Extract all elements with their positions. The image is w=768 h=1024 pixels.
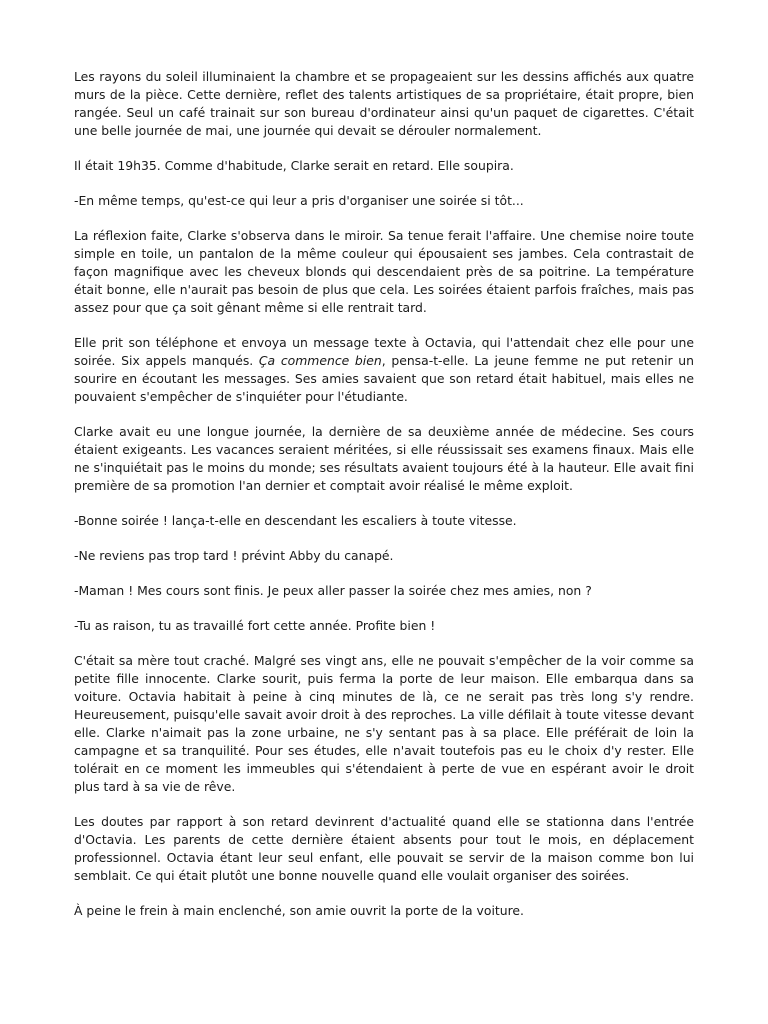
paragraph-5 [74, 334, 694, 406]
paragraph-12: Les doutes par rapport à son retard devinrent d'actualité quand elle se stationna dans l'entrée d'Octavia. Les parents de cette dernière étaient absents pour tout le mois, en déplacement professionnel. Octavia étant leur seul enfant, elle pouvait se servir de la maison comme bon lui semblait. Ce qui était plutôt une bonne nouvelle quand elle voulait organiser des soirées. [74, 814, 694, 883]
paragraph-3: -En même temps, qu'est-ce qui leur a pris d'organiser une soirée si tôt... [74, 193, 524, 208]
paragraph-11: C'était sa mère tout craché. Malgré ses vingt ans, elle ne pouvait s'empêcher de la voir comme sa petite fille innocente. Clarke sourit, puis ferma la porte de leur maison. Elle embarqua dans sa voiture. Octavia habitait à peine à cinq minutes de là, ce ne serait pas très long s'y rendre. Heureusement, puisqu'elle savait avoir droit à des reproches. La ville défilait à toute vitesse devant elle. Clarke n'aimait pas la zone urbaine, ne s'y sentant pas à sa place. Elle préférait de loin la campagne et sa tranquilité. Pour ses études, elle n'avait toutefois pas eu le choix d'y rester. Elle tolérait en ce moment les immeubles qui s'étendaient à perte de vue en espérant avoir le droit plus tard à sa vie de rêve. [74, 653, 694, 794]
paragraph-5-text-end: , pensa-t-elle. La jeune femme ne put retenir un sourire en écoutant les messages. Ses amies savaient que son retard était habituel, mais elles ne pouvaient s'empêcher de s'inquiéter pour l'étudiante. [74, 353, 695, 404]
paragraph-2: Il était 19h35. Comme d'habitude, Clarke serait en retard. Elle soupira. [74, 158, 514, 173]
document-page [74, 68, 694, 937]
paragraph-9: -Maman ! Mes cours sont finis. Je peux aller passer la soirée chez mes amies, non ? [74, 583, 592, 598]
paragraph-4: La réflexion faite, Clarke s'observa dans le miroir. Sa tenue ferait l'affaire. Une chemise noire toute simple en toile, un pantalon de la même couleur qui épousaient ses jambes. Cela contrastait de façon magnifique avec les cheveux blonds qui descendaient près de sa poitrine. La température était bonne, elle n'aurait pas besoin de plus que cela. Les soirées étaient parfois fraîches, mais pas assez pour que ça soit gênant même si elle rentrait tard. [74, 228, 694, 315]
paragraph-5-text-start: Elle prit son téléphone et envoya un message texte à Octavia, qui l'attendait chez elle pour une soirée. Six appels manqués. [74, 335, 694, 368]
paragraph-6: Clarke avait eu une longue journée, la dernière de sa deuxième année de médecine. Ses cours étaient exigeants. Les vacances seraient méritées, si elle réussissait ses examens finaux. Mais elle ne s'inquiétait pas le moins du monde; ses résultats avaient toujours été à la hauteur. Elle avait fini première de sa promotion l'an dernier et comptait avoir réalisé le même exploit. [74, 424, 694, 493]
paragraph-13: À peine le frein à main enclenché, son amie ouvrit la porte de la voiture. [74, 903, 524, 918]
paragraph-1: Les rayons du soleil illuminaient la chambre et se propageaient sur les dessins affichés aux quatre murs de la pièce. Cette dernière, reflet des talents artistiques de sa propriétaire, était propre, bien rangée. Seul un café trainait sur son bureau d'ordinateur ainsi qu'un paquet de cigarettes. C'était une belle journée de mai, une journée qui devait se dérouler normalement. [74, 69, 694, 138]
paragraph-8: -Ne reviens pas trop tard ! prévint Abby du canapé. [74, 548, 394, 563]
paragraph-10: -Tu as raison, tu as travaillé fort cette année. Profite bien ! [74, 618, 436, 633]
paragraph-5-italic-phrase: Ça commence bien [258, 353, 382, 368]
paragraph-7: -Bonne soirée ! lança-t-elle en descendant les escaliers à toute vitesse. [74, 513, 517, 528]
